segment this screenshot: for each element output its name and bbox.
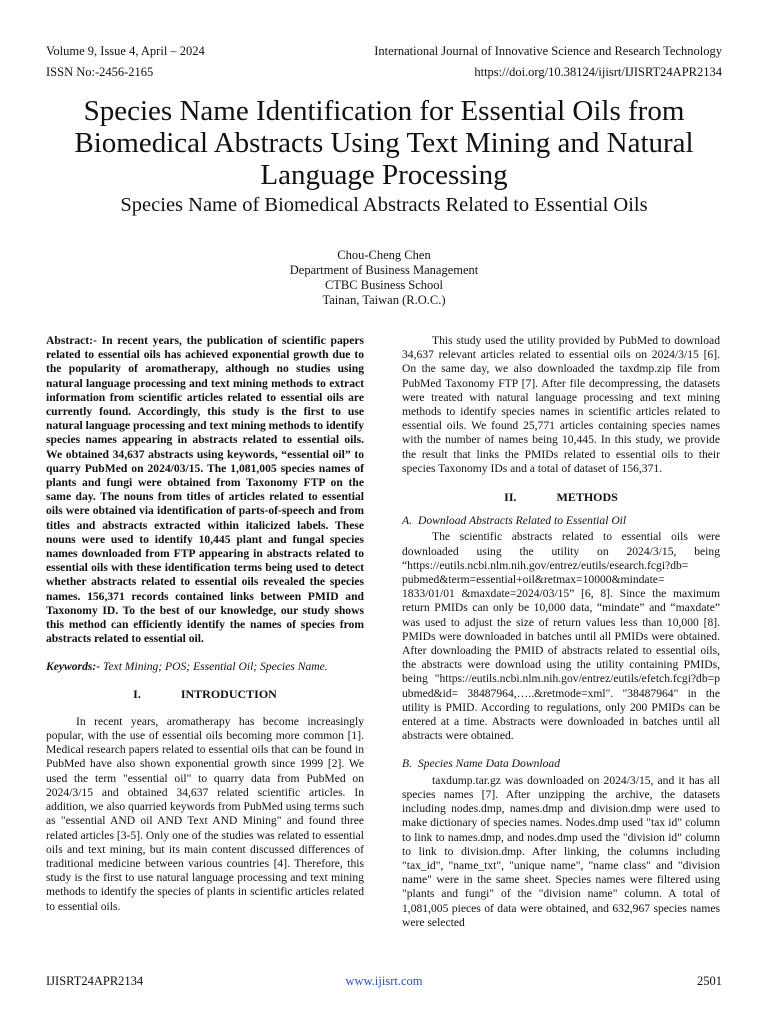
title-block [30,95,738,217]
subsection-a-heading [402,514,720,528]
author-name: Chou-Cheng Chen [337,248,431,262]
header-doi-link[interactable]: https://doi.org/10.38124/ijisrt/IJISRT24APR2134 [474,65,722,79]
keywords [46,660,364,674]
subsection-number: B. [402,757,412,771]
keywords-text: Text Mining; POS; Essential Oil; Species Name. [103,660,328,674]
section-title: METHODS [556,490,618,505]
paper-title: Species Name Identification for Essential Oils from Biomedical Abstracts Using Text Mining and Natural Language Processing [74,95,694,191]
keywords-label: Keywords:- [46,660,101,674]
left-column [46,334,364,914]
introduction-paragraph: In recent years, aromatherapy has become increasingly popular, with the use of essential oils becoming more common [1]. Medical research papers related to essential oils that can be found in PubMed have also shown exponential growth since 1999 [2]. We used the term "essential oil" to quarry data from PubMed on 2024/3/15 and obtained 34,637 related scientific articles. In addition, we also quarried keywords from PubMed using terms such as "essential AND oil AND Text AND Mining" and found three related articles [3-5]. Only one of the studies was related to essential oils and text mining, but its main content discussed differences of traditional medicine between various countries [4]. Therefore, this study is the first to use natural language processing and text mining methods to identify the species of plants in scientific articles related to essential oils. [46,714,364,913]
subsection-title: Download Abstracts Related to Essential Oil [417,514,627,528]
abstract: Abstract:- In recent years, the publication of scientific papers related to essential oils has achieved exponential growth due to the popularity of aromatherapy, although no studies using natural language processing and text mining methods to extract information from scientific articles related to essential oils are currently found. Accordingly, this study is the first to use natural language processing and text mining methods to identify species names appearing in abstracts related to essential oils. We obtained 34,637 abstracts using keywords, “essential oil” to quarry PubMed on 2024/03/15. The 1,081,005 species names of plants and fungi were obtained from Taxonomy FTP on the same day. The nouns from titles of articles related to essential oils were obtained via identification of parts-of-speech and from titles and abstracts extracted within italicized labels. These nouns were used to identify 10,445 plant and fungal species names downloaded from FTP appearing in abstracts related to essential oils with these identification terms being used to detect whether abstracts related to essential oils revealed the species names. 156,371 records contained links between PMID and Taxonomy ID. To the best of our knowledge, our study shows this method can efficiently identify the names of species from abstracts related to essential oil. [46,334,364,646]
subsection-b-heading [402,757,720,771]
section-number: I. [133,686,141,701]
footer-page-number: 2501 [697,974,722,988]
author-school: CTBC Business School [324,278,444,292]
footer-code: IJISRT24APR2134 [46,974,144,988]
header-journal: International Journal of Innovative Science and Research Technology [374,44,722,58]
footer-site-link[interactable]: www.ijisrt.com [345,974,423,988]
introduction-continued-paragraph: This study used the utility provided by PubMed to download 34,637 relevant articles related to essential oils on 2024/3/15 [6]. On the same day, we also downloaded the taxdmp.zip file from PubMed Taxonomy FTP [7]. After file decompressing, the datasets were treated with natural language processing and text mining methods to identify species names in scientific articles related to essential oils. We found 25,771 articles containing species names with the number of names being 10,445. In this study, we provide the result that links the PMIDs related to essential oils to their species Taxonomy IDs and a total of dataset of 156,371. [402,334,720,475]
author-department: Department of Business Management [289,263,479,277]
author-block [0,248,768,308]
paper-subtitle: Species Name of Biomedical Abstracts Related to Essential Oils [120,194,648,216]
author-location: Tainan, Taiwan (R.O.C.) [322,293,446,307]
section-methods-heading [402,490,720,504]
right-column [402,334,720,930]
section-introduction-heading [46,687,364,701]
subsection-title: Species Name Data Download [417,757,560,771]
subsection-a-paragraph: The scientific abstracts related to essential oils were downloaded using the utility on 2024/3/15, being “https://eutils.ncbi.nlm.nih.gov/entrez/eutils/esearch.fcgi?db= pubmed&term=essential+oil&retmax=10000&mindate= 1833/01/01 &maxdate=2024/03/15” [6, 8]. Since the maximum return PMIDs can only be 10,000 data, “mindate” and “maxdate” was used to adjust the size of return values less than 10,000 [8]. PMIDs were downloaded in batches until all PMIDs were obtained. After downloading the PMID of abstracts related to essential oils, the abstracts were download using the utility containing PMIDs, being "https://eutils.ncbi.nlm.nih.gov/entrez/eutils/efetch.fcgi?db=p ubmed&id= 38487964,…..&retmode=xml". "38487964" in the utility is PMID. According to regulations, only 200 PMIDs can be entered at a time. Abstracts were downloaded in batches until all abstracts were obtained. [402,530,720,743]
header-volume: Volume 9, Issue 4, April – 2024 [46,44,205,58]
header-issn: ISSN No:-2456-2165 [46,65,154,79]
subsection-number: A. [402,514,412,528]
subsection-b-paragraph: taxdump.tar.gz was downloaded on 2024/3/15, and it has all species names [7]. After unzipping the archive, the datasets including nodes.dmp, names.dmp and division.dmp were used to make dictionary of species names. Nodes.dmp used "tax id" column to link to names.dmp, and nodes.dmp used the "division id" column to link to division.dmp. After linking, the columns including "tax_id", "name_txt", "unique name", "name class" and "division name" were in the same sheet. Species names were filtered using "plants and fungi" of the "division name" column. A total of 1,081,005 pieces of data were obtained, and 632,967 species names were selected [402,773,720,929]
section-number: II. [504,490,517,505]
section-title: INTRODUCTION [180,686,277,701]
